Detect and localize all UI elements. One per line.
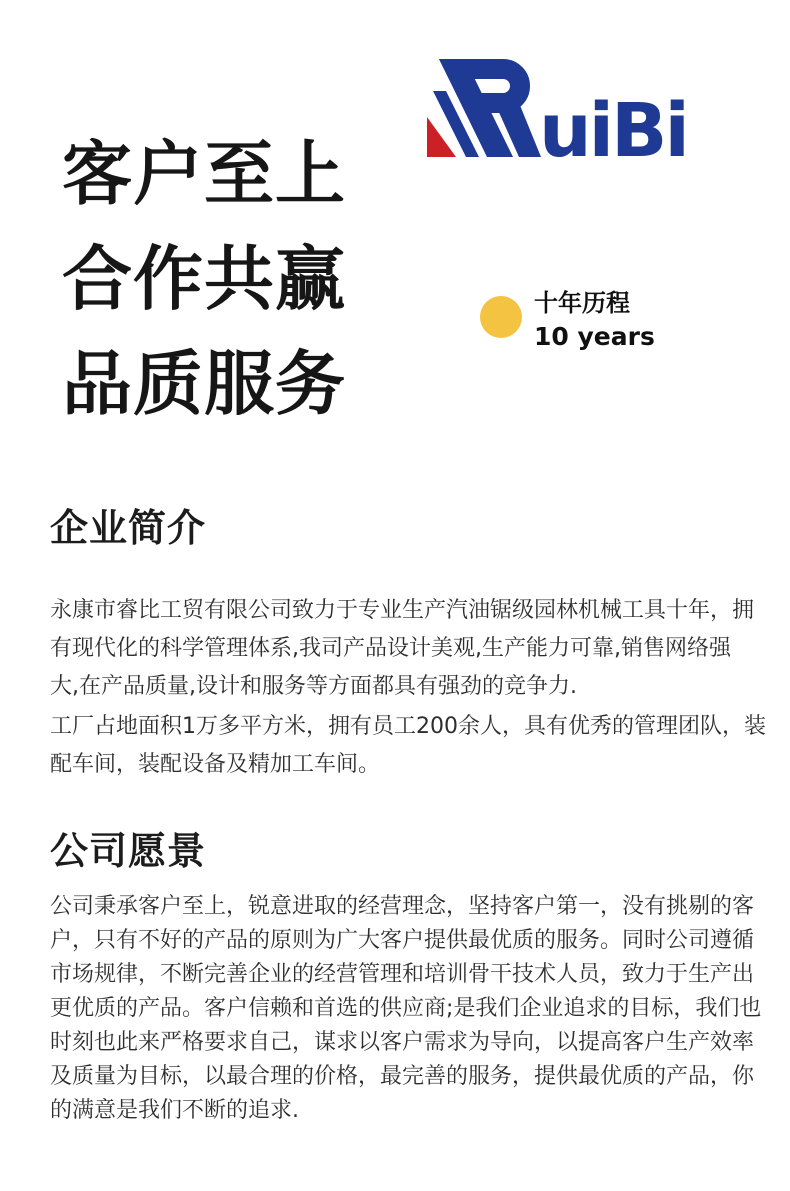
intro-paragraph-1	[50, 592, 754, 706]
text-line: 有现代化的科学管理体系,我司产品设计美观,生产能力可靠,销售网络强	[50, 636, 731, 661]
text-line: 户，只有不好的产品的原则为广大客户提供最优质的服务。同时公司遵循	[50, 928, 755, 953]
text-line: 及质量为目标，以最合理的价格，最完善的服务，提供最优质的产品，你	[50, 1064, 755, 1089]
text-line: 时刻也此来严格要求自己，谋求以客户需求为导向，以提高客户生产效率	[50, 1030, 755, 1055]
section-heading-vision: 公司愿景	[50, 829, 207, 873]
text-line: 工厂占地面积1万多平方米，拥有员工200余人，具有优秀的管理团队，装	[50, 714, 766, 739]
logo-wordmark-tail: uiBi	[539, 88, 687, 165]
text-line: 的满意是我们不断的追求.	[50, 1098, 299, 1123]
text-line: 配车间，装配设备及精加工车间。	[50, 752, 381, 777]
text-line: 永康市睿比工贸有限公司致力于专业生产汽油锯级园林机械工具十年，拥	[50, 598, 755, 623]
section-heading-intro: 企业简介	[50, 506, 207, 550]
text-line: 更优质的产品。客户信赖和首选的供应商;是我们企业追求的目标，我们也	[50, 996, 762, 1021]
slogan-block	[62, 122, 346, 437]
text-line: 大,在产品质量,设计和服务等方面都具有强劲的竞争力.	[50, 674, 577, 699]
vision-paragraph	[50, 890, 761, 1128]
yellow-dot-icon	[480, 296, 522, 338]
slogan-line: 品质服务	[62, 343, 346, 425]
text-line: 市场规律，不断完善企业的经营管理和培训骨干技术人员，致力于生产出	[50, 962, 755, 987]
badge-title: 十年历程	[534, 289, 630, 317]
slogan-line: 客户至上	[62, 133, 346, 215]
text-line: 公司秉承客户至上，锐意进取的经营理念，坚持客户第一，没有挑剔的客	[50, 894, 755, 919]
slogan-line: 合作共赢	[62, 238, 346, 320]
ruibi-logo	[425, 53, 695, 165]
badge-subtitle: 10 years	[534, 322, 655, 351]
ten-years-badge	[480, 286, 700, 366]
intro-paragraph-2	[50, 708, 766, 784]
ruibi-logo-mark	[425, 53, 695, 165]
badge-text	[534, 286, 655, 354]
